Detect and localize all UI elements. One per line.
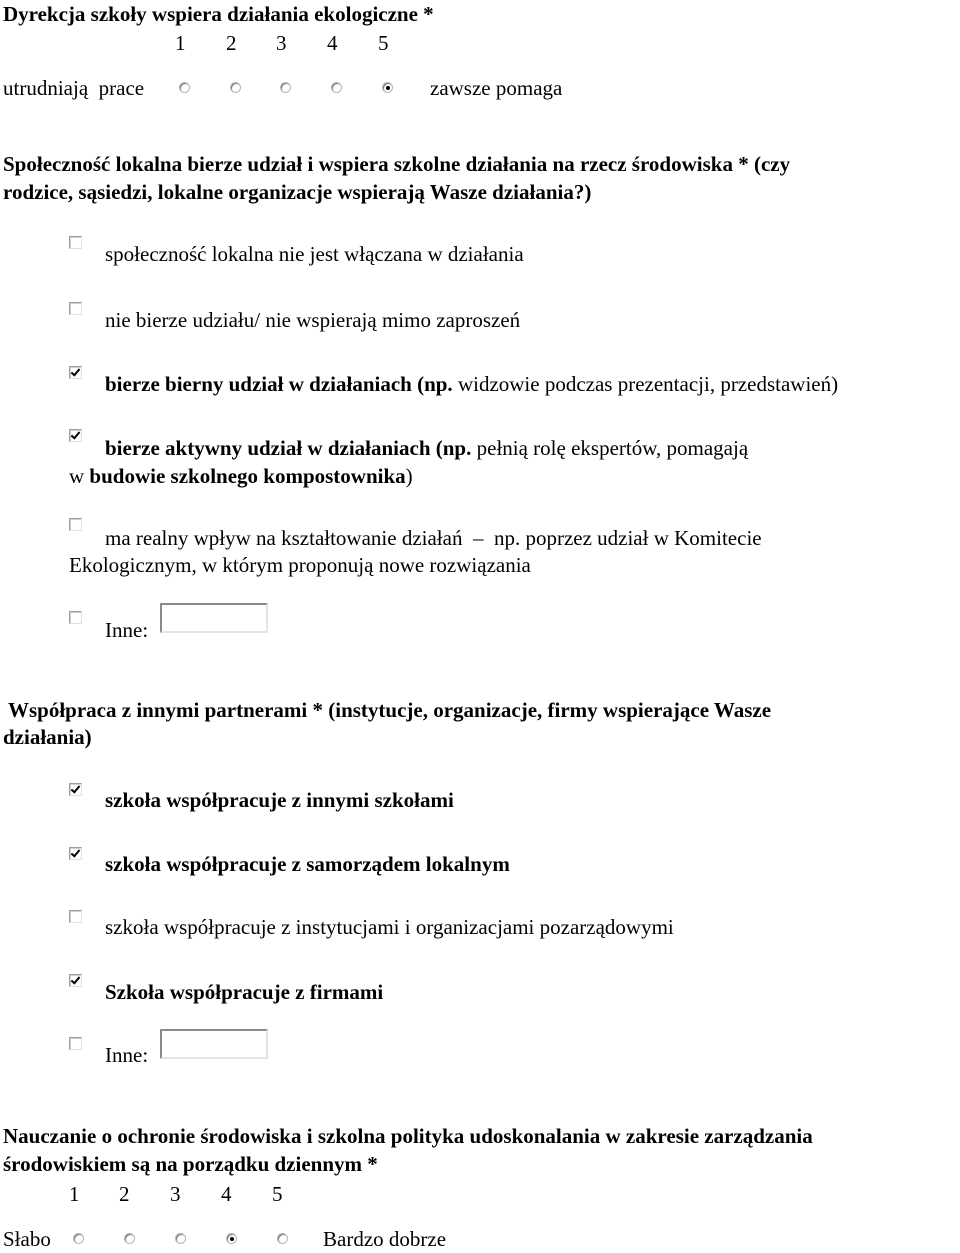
- option-label: szkoła współpracuje z instytucjami i organizacjami pozarządowymi: [105, 915, 674, 939]
- option-label: [105, 434, 748, 462]
- option-label: nie bierze udziału/ nie wspierają mimo zaproszeń: [105, 308, 521, 332]
- scale-label-3: 3: [170, 1182, 181, 1206]
- option-label-bold: bierze aktywny udział w działaniach (np.: [105, 436, 472, 460]
- option-checkbox[interactable]: [69, 910, 82, 923]
- question-title-line1: Społeczność lokalna bierze udział i wspiera szkolne działania na rzecz środowiska * (czy: [3, 152, 791, 176]
- option-label: ma realny wpływ na kształtowanie działań – np. poprzez udział w Komitecie: [105, 526, 762, 550]
- option-label-bold: bierze bierny udział w działaniach (np.: [105, 372, 453, 396]
- scale-label-1: 1: [175, 31, 186, 55]
- other-label: Inne:: [105, 1043, 149, 1067]
- question-title-line2: rodzice, sąsiedzi, lokalne organizacje wspierają Wasze działania?): [3, 180, 592, 204]
- rating-radio-5[interactable]: [382, 82, 393, 93]
- question-title-line1: Nauczanie o ochronie środowiska i szkolna polityka udoskonalania w zakresie zarządzania: [3, 1124, 813, 1148]
- scale-label-1: 1: [69, 1182, 80, 1206]
- other-checkbox[interactable]: [69, 1037, 82, 1050]
- rating-radio-3[interactable]: [280, 82, 291, 93]
- scale-label-2: 2: [226, 31, 237, 55]
- scale-label-4: 4: [221, 1182, 232, 1206]
- rating-radio-5[interactable]: [277, 1233, 288, 1244]
- scale-right-label: Bardzo dobrze: [323, 1227, 447, 1251]
- question-title: Dyrekcja szkoły wspiera działania ekologiczne *: [3, 2, 434, 26]
- option-label-rest: ): [405, 464, 413, 488]
- rating-radio-4[interactable]: [331, 82, 342, 93]
- option-checkbox[interactable]: [69, 302, 82, 315]
- option-label: Szkoła współpracuje z firmami: [105, 980, 384, 1004]
- option-checkbox[interactable]: [69, 366, 82, 379]
- option-checkbox[interactable]: [69, 236, 82, 249]
- scale-right-label: zawsze pomaga: [430, 76, 563, 100]
- scale-label-3: 3: [276, 31, 287, 55]
- option-label-rest: widzowie podczas prezentacji, przedstawień): [452, 372, 839, 396]
- scale-left-label: utrudniają prace: [3, 76, 145, 100]
- option-checkbox[interactable]: [69, 429, 82, 442]
- option-checkbox[interactable]: [69, 847, 82, 860]
- rating-radio-1[interactable]: [73, 1233, 84, 1244]
- other-text-field[interactable]: [160, 603, 268, 633]
- question-title-line1: Współpraca z innymi partnerami * (instytucje, organizacje, firmy wspierające Wasze: [8, 698, 772, 722]
- rating-radio-1[interactable]: [179, 82, 190, 93]
- option-label-line2: Ekologicznym, w którym proponują nowe rozwiązania: [69, 553, 531, 577]
- rating-radio-3[interactable]: [175, 1233, 186, 1244]
- rating-radio-4[interactable]: [226, 1233, 237, 1244]
- option-label-prefix: w: [69, 464, 90, 488]
- option-label-line2: [69, 462, 413, 490]
- other-text-field[interactable]: [160, 1029, 268, 1059]
- option-checkbox[interactable]: [69, 783, 82, 796]
- option-label: szkoła współpracuje z samorządem lokalnym: [105, 852, 510, 876]
- option-label-bold: budowie szkolnego kompostownika: [89, 464, 406, 488]
- rating-radio-2[interactable]: [124, 1233, 135, 1244]
- option-label: [105, 370, 838, 398]
- other-label: Inne:: [105, 618, 149, 642]
- question-title-line2: środowiskiem są na porządku dziennym *: [3, 1152, 378, 1176]
- option-label: społeczność lokalna nie jest włączana w działania: [105, 242, 524, 266]
- other-checkbox[interactable]: [69, 611, 82, 624]
- option-label-rest: pełnią rolę ekspertów, pomagają: [471, 436, 749, 460]
- question-title-line2: działania): [3, 725, 92, 749]
- scale-label-4: 4: [327, 31, 338, 55]
- scale-label-2: 2: [119, 1182, 130, 1206]
- rating-radio-2[interactable]: [230, 82, 241, 93]
- option-label: szkoła współpracuje z innymi szkołami: [105, 788, 454, 812]
- option-checkbox[interactable]: [69, 974, 82, 987]
- scale-left-label: Słabo: [3, 1227, 51, 1251]
- option-checkbox[interactable]: [69, 518, 82, 531]
- scale-label-5: 5: [272, 1182, 283, 1206]
- scale-label-5: 5: [378, 31, 389, 55]
